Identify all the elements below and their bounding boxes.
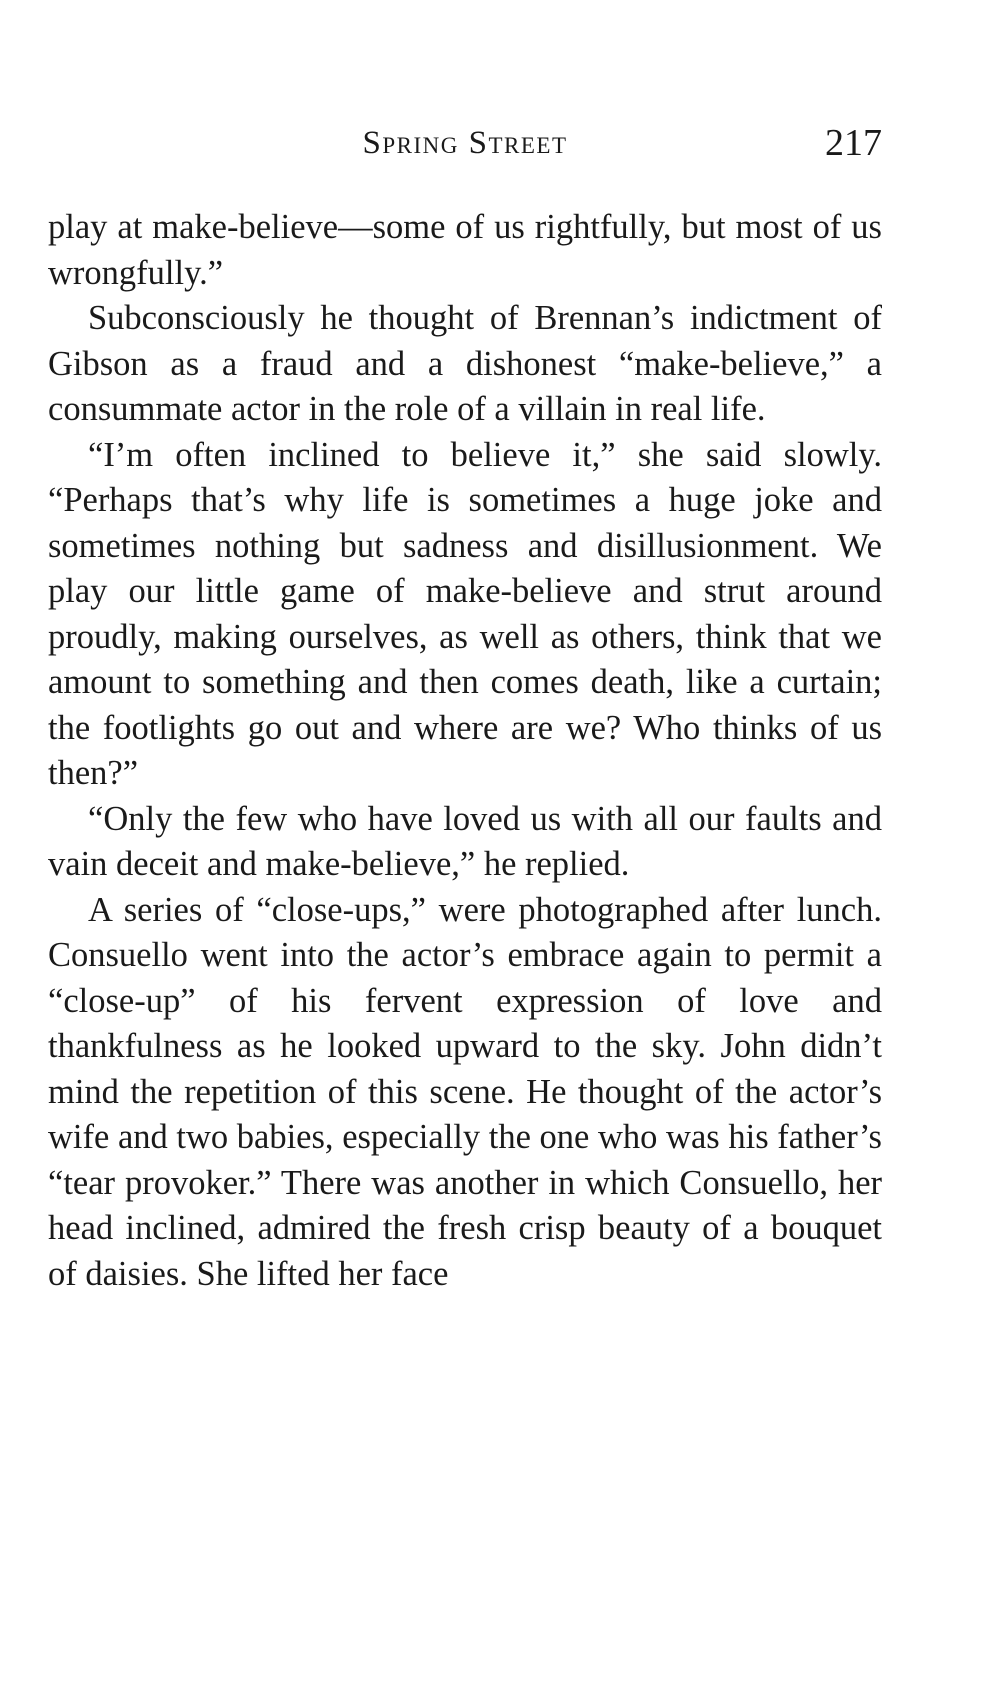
running-head: Spring Street: [362, 125, 568, 161]
paragraph: Subconsciously he thought of Brennan’s indictment of Gibson as a fraud and a dishonest “make-believe,” a consummate actor in the role of a villain in real life.: [48, 299, 882, 428]
page-header: [48, 118, 882, 168]
paragraph: “I’m often inclined to believe it,” she said slowly. “Perhaps that’s why life is sometimes a huge joke and sometimes nothing but sadness and disillusionment. We play our little game of make-believe and strut around proudly, making ourselves, as well as others, think that we amount to something and then comes death, like a curtain; the footlights go out and where are we? Who thinks of us then?”: [48, 435, 882, 792]
paragraph-continued: play at make-believe—some of us rightfully, but most of us wrongfully.”: [48, 208, 882, 292]
paragraph: “Only the few who have loved us with all our faults and vain deceit and make-believe,” he replied.: [48, 799, 882, 883]
body-text: [48, 205, 882, 1297]
page-number: 217: [825, 122, 882, 164]
paragraph: A series of “close-ups,” were photographed after lunch. Consuello went into the actor’s embrace again to permit a “close-up” of his fervent expression of love and thankfulness as he looked upward to the sky. John didn’t mind the repetition of this scene. He thought of the actor’s wife and two babies, especially the one who was his father’s “tear provoker.” There was another in which Consuello, her head inclined, admired the fresh crisp beauty of a bouquet of daisies. She lifted her face: [48, 890, 882, 1293]
